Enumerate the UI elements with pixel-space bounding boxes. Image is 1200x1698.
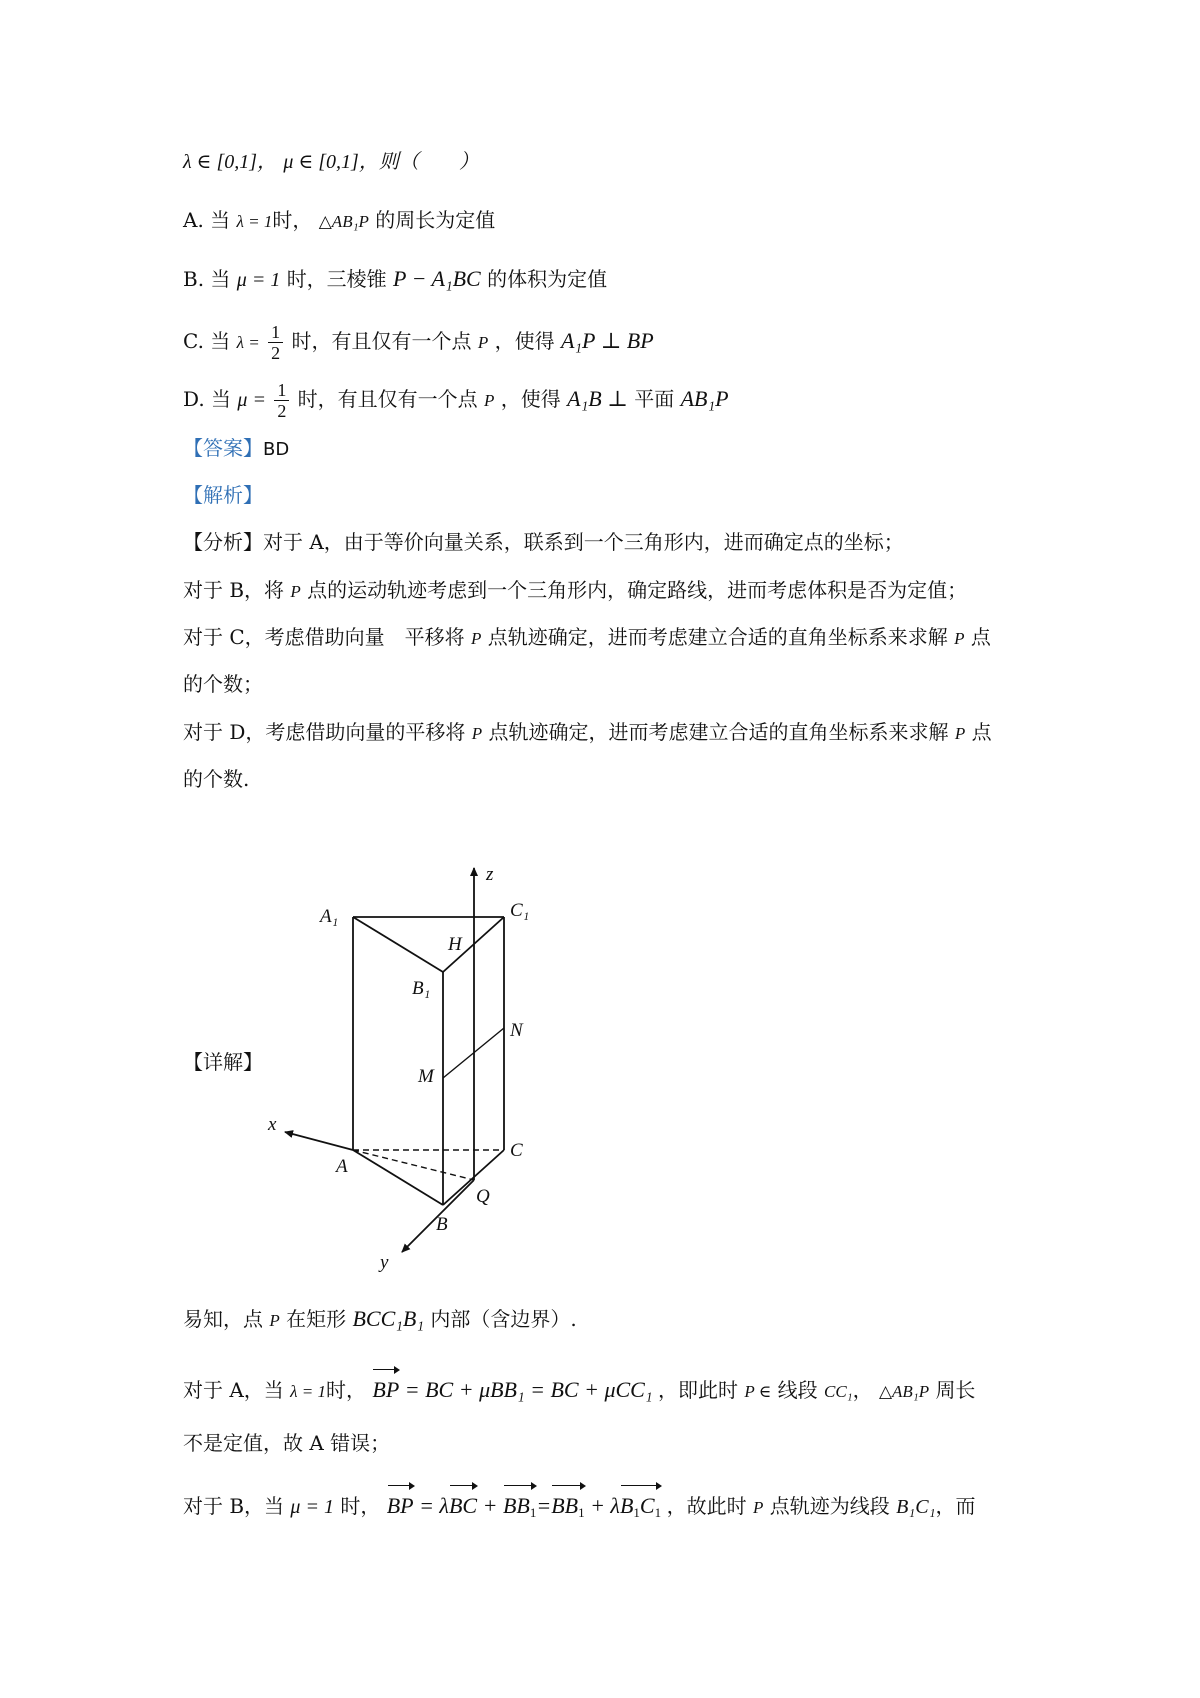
analysis-line-2: 对于 B，将 P 点的运动轨迹考虑到一个三角形内，确定路线，进而考虑体积是否为定值； [183, 578, 968, 602]
vector-equation-b: BP = $\lambda BC + BB_1=BB_1 + \lambda B_1C_1$ [387, 1493, 667, 1518]
analysis-line-4: 的个数； [183, 672, 263, 696]
label-a1: A₁ [320, 906, 339, 927]
analysis-line-3: 对于 C，考虑借助向量 平移将 P 点轨迹确定，进而考虑建立合适的直角坐标系来求解 P 点 [183, 625, 991, 649]
label-x: x [268, 1114, 277, 1135]
label-a: A [336, 1156, 348, 1177]
vector-equation-a: BP = BC + μBB₁ = BC + μCC₁ [372, 1377, 658, 1402]
answer-value: BD [263, 439, 290, 460]
label-y: y [380, 1252, 389, 1273]
label-q: Q [476, 1186, 490, 1207]
option-d: D. 当 μ = $\frac{1}{2}$ 时，有且仅有一个点 P ，使得 A₁B ⊥ 平面 AB₁P [183, 380, 729, 421]
analysis-tag: 【解析】 [183, 483, 263, 507]
label-m: M [418, 1066, 434, 1087]
answer-tag: 【答案】 [183, 436, 263, 460]
label-n: N [510, 1020, 523, 1041]
fraction-one-half: $\frac{1}{2}$ [268, 322, 283, 363]
body-line-3: 不是定值，故 A 错误； [183, 1431, 391, 1455]
body-line-4: 对于 B，当 μ = 1 时， BP = $\lambda BC + BB_1=BB_1 + \lambda B_1C_1$ ，故此时 P 点轨迹为线段 B₁C₁，而 [183, 1482, 976, 1531]
analysis-line-1: 【分析】对于 A，由于等价向量关系，联系到一个三角形内，进而确定点的坐标； [183, 530, 904, 554]
label-b1: B₁ [412, 978, 431, 999]
edge-a1b1 [353, 917, 443, 972]
label-c1: C₁ [510, 900, 530, 921]
detail-tag: 【详解】 [183, 1050, 263, 1074]
intro-line [183, 146, 479, 177]
lambda-range: λ ∈ [0,1]， [183, 151, 278, 173]
analysis-line-5: 对于 D，考虑借助向量的平移将 P 点轨迹确定，进而考虑建立合适的直角坐标系来求解 P 点 [183, 720, 992, 744]
analysis-line-6: 的个数. [183, 767, 250, 791]
edge-ab [353, 1150, 443, 1205]
body-line-2: 对于 A，当 λ = 1时， BP = BC + μBB₁ = BC + μCC₁ ，即此时 P ∈ 线段 CC₁， △AB₁P 周长 [183, 1366, 975, 1410]
x-axis-line [285, 1132, 353, 1150]
label-c: C [510, 1140, 523, 1161]
segment-aq-dashed [353, 1150, 474, 1180]
option-a: A. 当 λ = 1时， △AB₁P 的周长为定值 [183, 208, 496, 232]
option-c: C. 当 λ = $\frac{1}{2}$ 时，有且仅有一个点 P ，使得 A₁P ⊥ BP [183, 322, 654, 363]
vector-bp: BP [372, 1366, 399, 1408]
label-b: B [436, 1214, 448, 1235]
mu-range: μ ∈ [0,1]，则（ ） [283, 151, 479, 173]
answer-line [183, 433, 289, 465]
prism-figure [260, 860, 560, 1280]
fraction-one-half: $\frac{1}{2}$ [274, 380, 289, 421]
body-line-1: 易知，点 P 在矩形 BCC₁B₁ 内部（含边界）. [183, 1306, 577, 1331]
label-z: z [486, 864, 494, 885]
label-h: H [448, 934, 462, 955]
option-b: B. 当 μ = 1 时，三棱锥 P − A₁BC 的体积为定值 [183, 266, 608, 291]
